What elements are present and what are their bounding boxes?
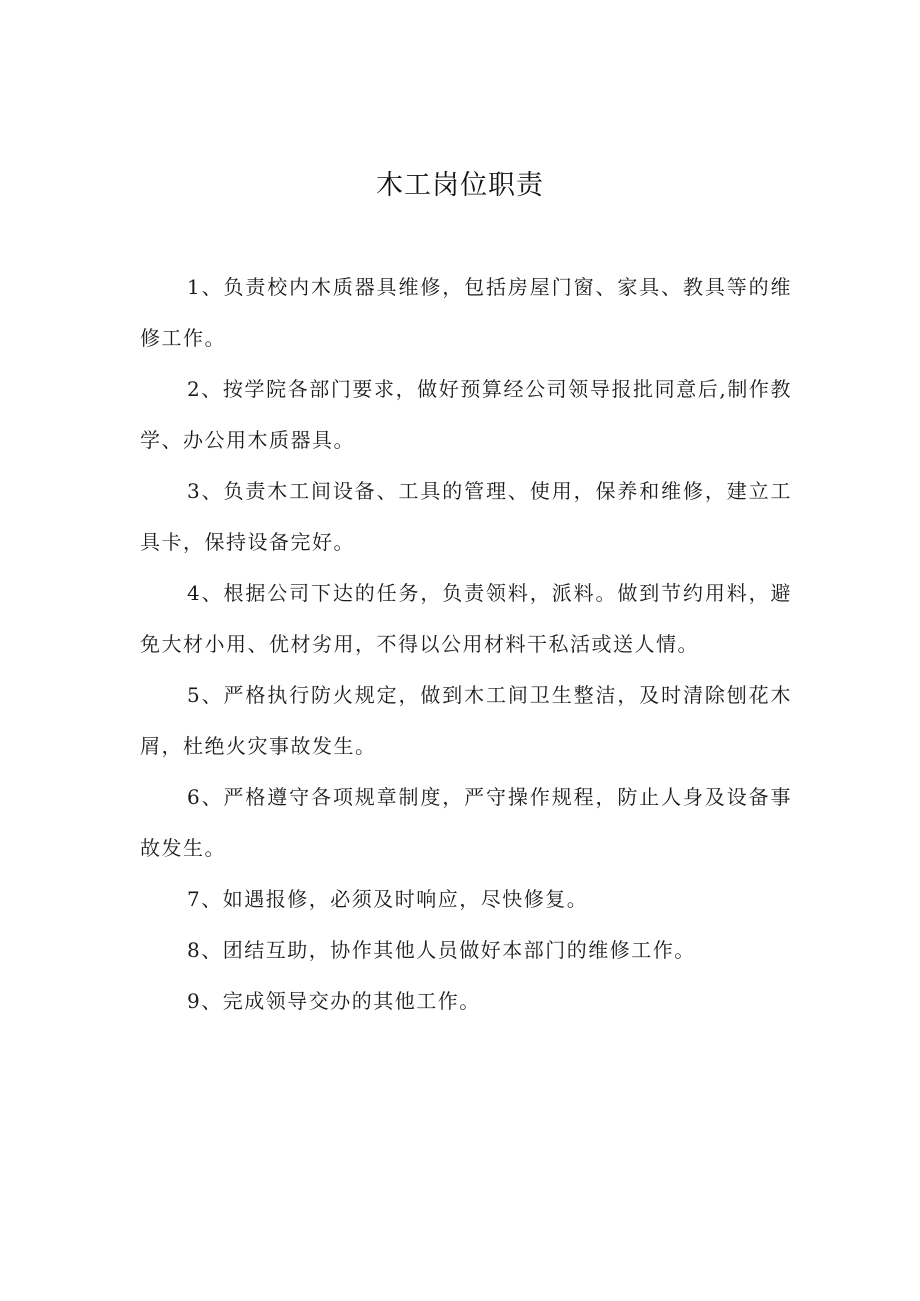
duty-item-2: 2、按学院各部门要求，做好预算经公司领导报批同意后,制作教学、办公用木质器具。 xyxy=(140,377,792,452)
duty-item-7: 7、如遇报修，必须及时响应，尽快修复。 xyxy=(187,887,589,911)
duty-item-3: 3、负责木工间设备、工具的管理、使用，保养和维修，建立工具卡，保持设备完好。 xyxy=(140,479,792,554)
duty-item-4: 4、根据公司下达的任务，负责领料，派料。做到节约用料，避免大材小用、优材劣用，不得以公用材料干私活或送人情。 xyxy=(140,581,792,656)
duty-item-1: 1、负责校内木质器具维修，包括房屋门窗、家具、教具等的维修工作。 xyxy=(140,275,792,350)
duty-item-5: 5、严格执行防火规定，做到木工间卫生整洁，及时清除刨花木屑，杜绝火灾事故发生。 xyxy=(140,683,792,758)
duty-item-6: 6、严格遵守各项规章制度，严守操作规程，防止人身及设备事故发生。 xyxy=(140,785,792,860)
duty-item-8: 8、团结互助，协作其他人员做好本部门的维修工作。 xyxy=(187,938,696,962)
duties-list xyxy=(140,262,792,1027)
page-title: 木工岗位职责 xyxy=(376,170,544,201)
duty-item-9: 9、完成领导交办的其他工作。 xyxy=(187,989,481,1013)
